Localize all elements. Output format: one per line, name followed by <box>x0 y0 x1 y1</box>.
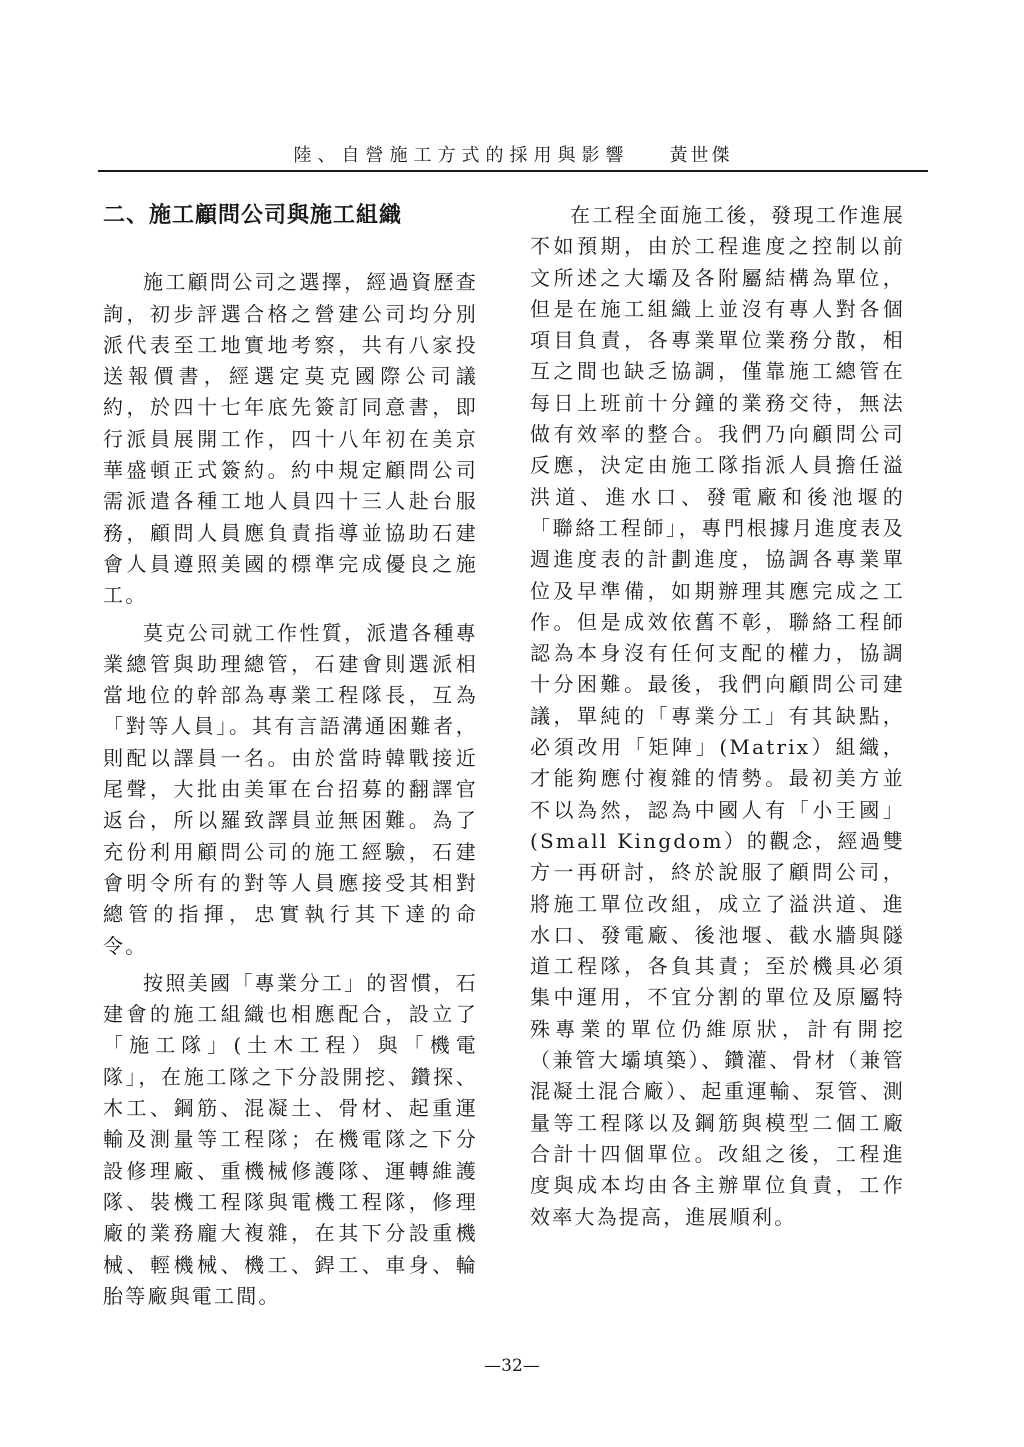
right-column <box>530 200 905 1239</box>
paragraph: 施工顧問公司之選擇，經過資歷查詢，初步評選合格之營建公司均分別派代表至工地實地考察，共有八家投送報價書，經選定莫克國際公司議約，於四十七年底先簽訂同意書，即行派員展開工作，四十八年初在美京華盛頓正式簽約。約中規定顧問公司需派遣各種工地人員四十三人赴台服務，顧問人員應負責指導並協助石建會人員遵照美國的標準完成優良之施工。 <box>103 270 478 608</box>
section-heading: 二、施工顧問公司與施工組織 <box>103 202 403 228</box>
paragraph: 按照美國「專業分工」的習慣，石建會的施工組織也相應配合，設立了「施工隊」(土木工程）與「機電隊」，在施工隊之下分設開挖、鑽探、木工、鋼筋、混凝土、骨材、起重運輸及測量等工程隊；在機電隊之下分設修理廠、重機械修護隊、運轉維護隊、裝機工程隊與電機工程隊，修理廠的業務龐大複雜，在其下分設重機械、輕機械、機工、銲工、車身、輪胎等廠與電工間。 <box>103 970 478 1308</box>
header-author: 黃世傑 <box>669 145 733 166</box>
paragraph: 莫克公司就工作性質，派遣各種專業總管與助理總管，石建會則選派相當地位的幹部為專業工程隊長，互為「對等人員」。其有言語溝通困難者，則配以譯員一名。由於當時韓戰接近尾聲，大批由美軍在台招募的翻譯官返台，所以羅致譯員並無困難。為了充份利用顧問公司的施工經驗，石建會明令所有的對等人員應接受其相對總管的指揮，忠實執行其下達的命令。 <box>103 620 478 958</box>
page-number: —32— <box>484 1356 540 1376</box>
paragraph: 在工程全面施工後，發現工作進展不如預期，由於工程進度之控制以前文所述之大壩及各附屬結構為單位，但是在施工組織上並沒有專人對各個項目負責，各專業單位業務分散，相互之間也缺乏協調，僅靠施工總管在每日上班前十分鐘的業務交待，無法做有效率的整合。我們乃向顧問公司反應，決定由施工隊指派人員擔任溢洪道、進水口、發電廠和後池堰的「聯絡工程師」，專門根據月進度表及週進度表的計劃進度，協調各專業單位及早準備，如期辦理其應完成之工作。但是成效依舊不彰，聯絡工程師認為本身沒有任何支配的權力，協調十分困難。最後，我們向顧問公司建議，單純的「專業分工」有其缺點，必須改用「矩陣」(Matrix）組織，才能夠應付複雜的情勢。最初美方並不以為然，認為中國人有「小王國」(Small Kingdom）的觀念，經過雙方一再研討，終於說服了顧問公司，將施工單位改組，成立了溢洪道、進水口、發電廠、後池堰、截水牆與隧道工程隊，各負其責；至於機具必須集中運用，不宜分割的單位及原屬特殊專業的單位仍維原狀，計有開挖（兼管大壩填築）、鑽灌、骨材（兼管混凝土混合廠）、起重運輸、泵管、測量等工程隊以及鋼筋與模型二個工廠合計十四個單位。改組之後，工程進度與成本均由各主辦單位負責，工作效率大為提高，進展順利。 <box>530 203 905 1229</box>
header-title: 陸、自營施工方式的採用與影響 <box>293 145 630 166</box>
left-column <box>103 200 478 1318</box>
header-rule <box>98 170 928 172</box>
running-header <box>98 141 928 167</box>
